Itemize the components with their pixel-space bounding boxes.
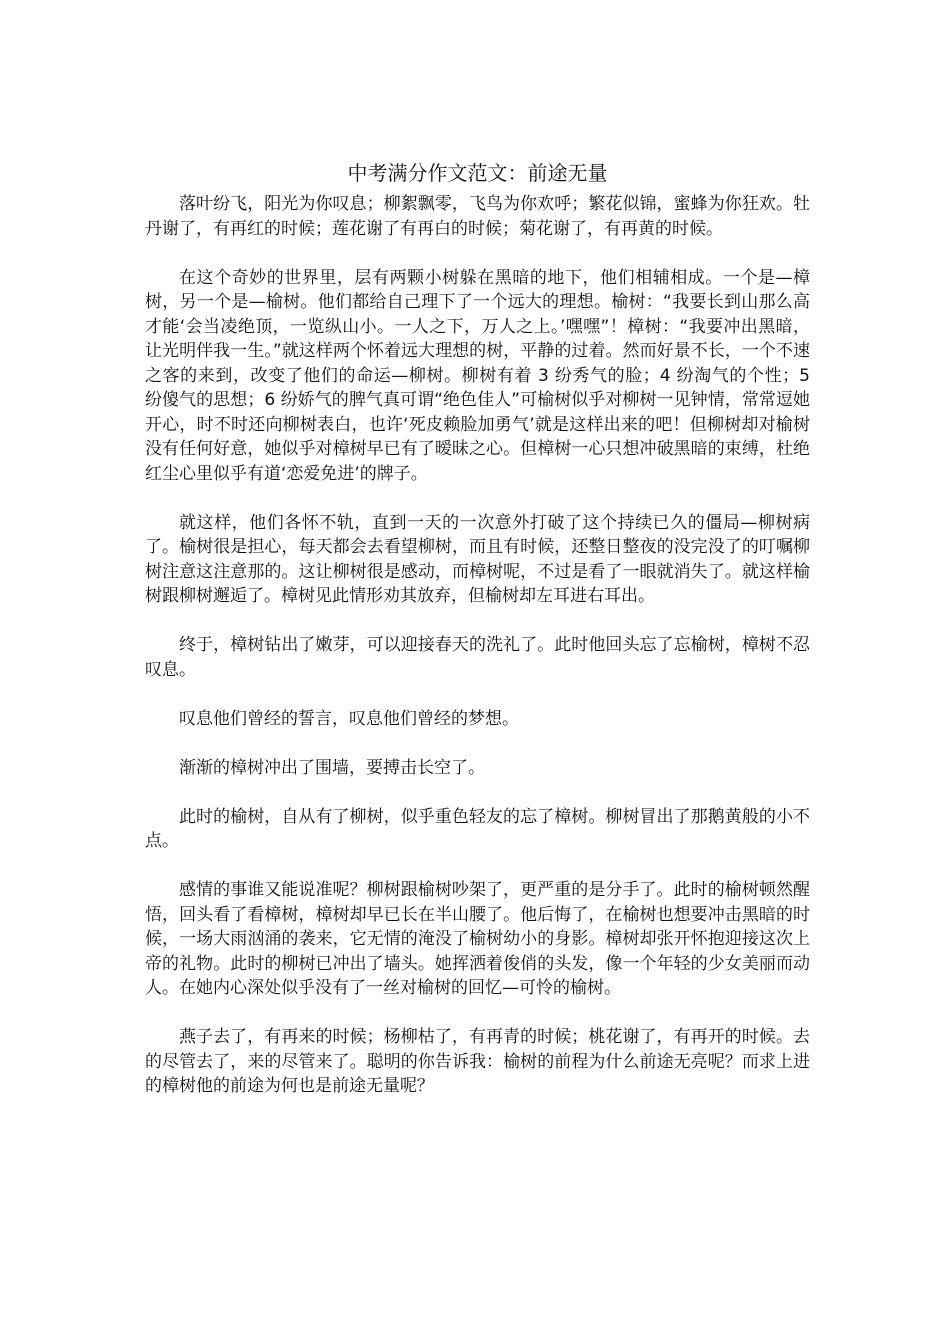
paragraph-5: 叹息他们曾经的誓言，叹息他们曾经的梦想。: [179, 708, 519, 729]
paragraph-2: 在这个奇妙的世界里，层有两颗小树躲在黑暗的地下，他们相辅相成。一个是—樟树，另一个是—榆树。他们都给自己理下了一个远大的理想。榆树：“我要长到山那么高才能‘会当凌绝顶，一览纵山小。一人之下，万人之上。’嘿嘿”！樟树：“我要冲出黑暗，让光明伴我一生。”就这样两个怀着远大理想的树，平静的过着。然而好景不长，一个不速之客的来到，改变了他们的命运—柳树。柳树有着 3 纷秀气的脸；4 纷淘气的个性；5 纷傻气的思想；6 纷娇气的脾气真可谓“绝色佳人”可榆树似乎对柳树一见钟情，常常逗她开心，时不时还向柳树表白，也许‘死皮赖脸加勇气’就是这样出来的吧！但柳树却对榆树没有任何好意，她似乎对樟树早已有了暧昧之心。但樟树一心只想冲破黑暗的束缚，杜绝红尘心里似乎有道‘恋爱免进’的牌子。: [145, 267, 810, 484]
paragraph-3: 就这样，他们各怀不轨，直到一天的一次意外打破了这个持续已久的僵局—柳树病了。榆树很是担心，每天都会去看望柳树，而且有时候，还整日整夜的没完没了的叮嘱柳树注意这注意那的。这让柳树很是感动，而樟树呢，不过是看了一眼就消失了。就这样榆树跟柳树邂逅了。樟树见此情形劝其放弃，但榆树却左耳进右耳出。: [145, 512, 810, 606]
paragraph-6: 渐渐的樟树冲出了围墙，要搏击长空了。: [179, 757, 485, 778]
page-title: 中考满分作文范文：前途无量: [347, 161, 608, 185]
paragraph-7: 此时的榆树，自从有了柳树，似乎重色轻友的忘了樟树。柳树冒出了那鹅黄般的小不点。: [145, 806, 810, 851]
paragraph-9: 燕子去了，有再来的时候；杨柳枯了，有再青的时候；桃花谢了，有再开的时候。去的尽管去了，来的尽管来了。聪明的你告诉我：榆树的前程为什么前途无亮呢？而求上进的樟树他的前途为何也是前途无量呢？: [145, 1027, 810, 1096]
paragraph-4: 终于，樟树钻出了嫩芽，可以迎接春天的洗礼了。此时他回头忘了忘榆树，樟树不忍叹息。: [145, 635, 810, 680]
paragraph-8: 感情的事谁又能说准呢？柳树跟榆树吵架了，更严重的是分手了。此时的榆树顿然醒悟，回头看了看樟树，樟树却早已长在半山腰了。他后悔了，在榆树也想要冲击黑暗的时候，一场大雨汹涌的袭来，它无情的淹没了榆树幼小的身影。樟树却张开怀抱迎接这次上帝的礼物。此时的柳树已冲出了墙头。她挥洒着俊俏的头发，像一个年轻的少女美丽而动人。在她内心深处似乎没有了一丝对榆树的回忆—可怜的榆树。: [145, 880, 810, 998]
essay-body: [145, 158, 810, 1099]
paragraph-1: 落叶纷飞，阳光为你叹息；柳絮飘零，飞鸟为你欢呼；繁花似锦，蜜蜂为你狂欢。牡丹谢了，有再红的时候；莲花谢了有再白的时候；菊花谢了，有再黄的时候。: [145, 194, 810, 239]
